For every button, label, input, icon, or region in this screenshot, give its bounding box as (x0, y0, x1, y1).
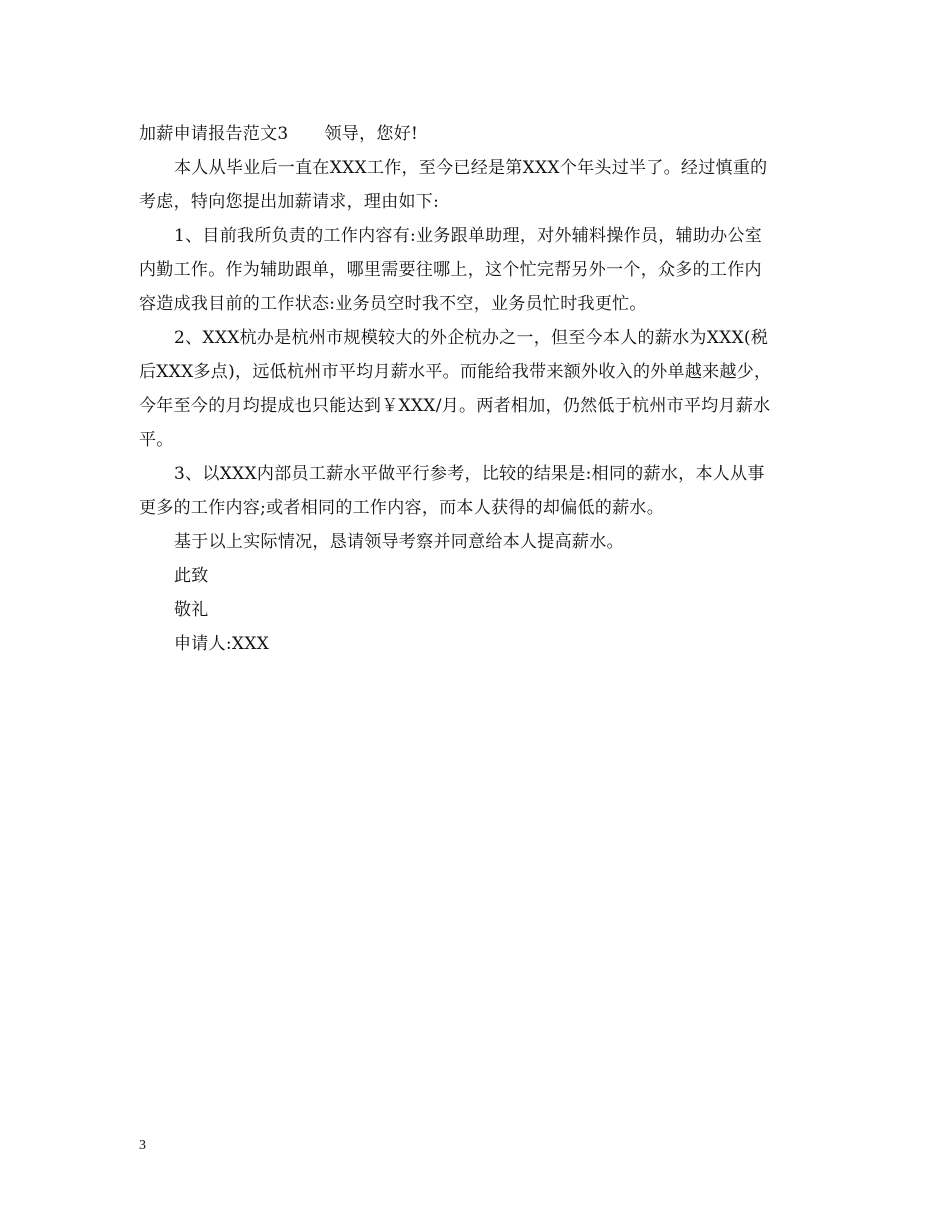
closing-line-1: 此致 (174, 566, 209, 586)
paragraph-line: 考虑，特向您提出加薪请求，理由如下: (139, 192, 440, 212)
paragraph-line: 后XXX多点)，远低杭州市平均月薪水平。而能给我带来额外收入的外单越来越少， (139, 362, 772, 382)
document-body (139, 117, 819, 661)
paragraph-reason-3 (139, 457, 819, 525)
paragraph-line: 今年至今的月均提成也只能达到￥XXX/月。两者相加，仍然低于杭州市平均月薪水 (139, 396, 771, 416)
signature: 申请人:XXX (174, 634, 270, 654)
paragraph-line: 容造成我目前的工作状态:业务员空时我不空，业务员忙时我更忙。 (139, 294, 647, 314)
closing-line-2: 敬礼 (174, 600, 209, 620)
paragraph-line: 2、XXX杭办是杭州市规模较大的外企杭办之一，但至今本人的薪水为XXX(税 (174, 328, 769, 348)
paragraph-line: 基于以上实际情况，恳请领导考察并同意给本人提高薪水。 (174, 532, 624, 552)
paragraph-line: 内勤工作。作为辅助跟单，哪里需要往哪上，这个忙完帮另外一个，众多的工作内 (139, 260, 762, 280)
paragraph-intro (139, 151, 819, 219)
paragraph-line: 3、以XXX内部员工薪水平做平行参考，比较的结果是:相同的薪水，本人从事 (174, 464, 765, 484)
paragraph-line: 平。 (139, 430, 174, 450)
paragraph-line: 更多的工作内容;或者相同的工作内容，而本人获得的却偏低的薪水。 (139, 498, 665, 518)
paragraph-line: 本人从毕业后一直在XXX工作，至今已经是第XXX个年头过半了。经过慎重的 (174, 158, 768, 178)
paragraph-line: 1、目前我所负责的工作内容有:业务跟单助理，对外辅料操作员，辅助办公室 (174, 226, 763, 246)
heading-line (139, 117, 819, 151)
paragraph-request (139, 525, 819, 559)
document-title: 加薪申请报告范文3 (139, 124, 289, 144)
page-number: 3 (139, 1138, 146, 1153)
paragraph-reason-1 (139, 219, 819, 321)
paragraph-reason-2 (139, 321, 819, 457)
salutation: 领导，您好! (324, 124, 419, 144)
